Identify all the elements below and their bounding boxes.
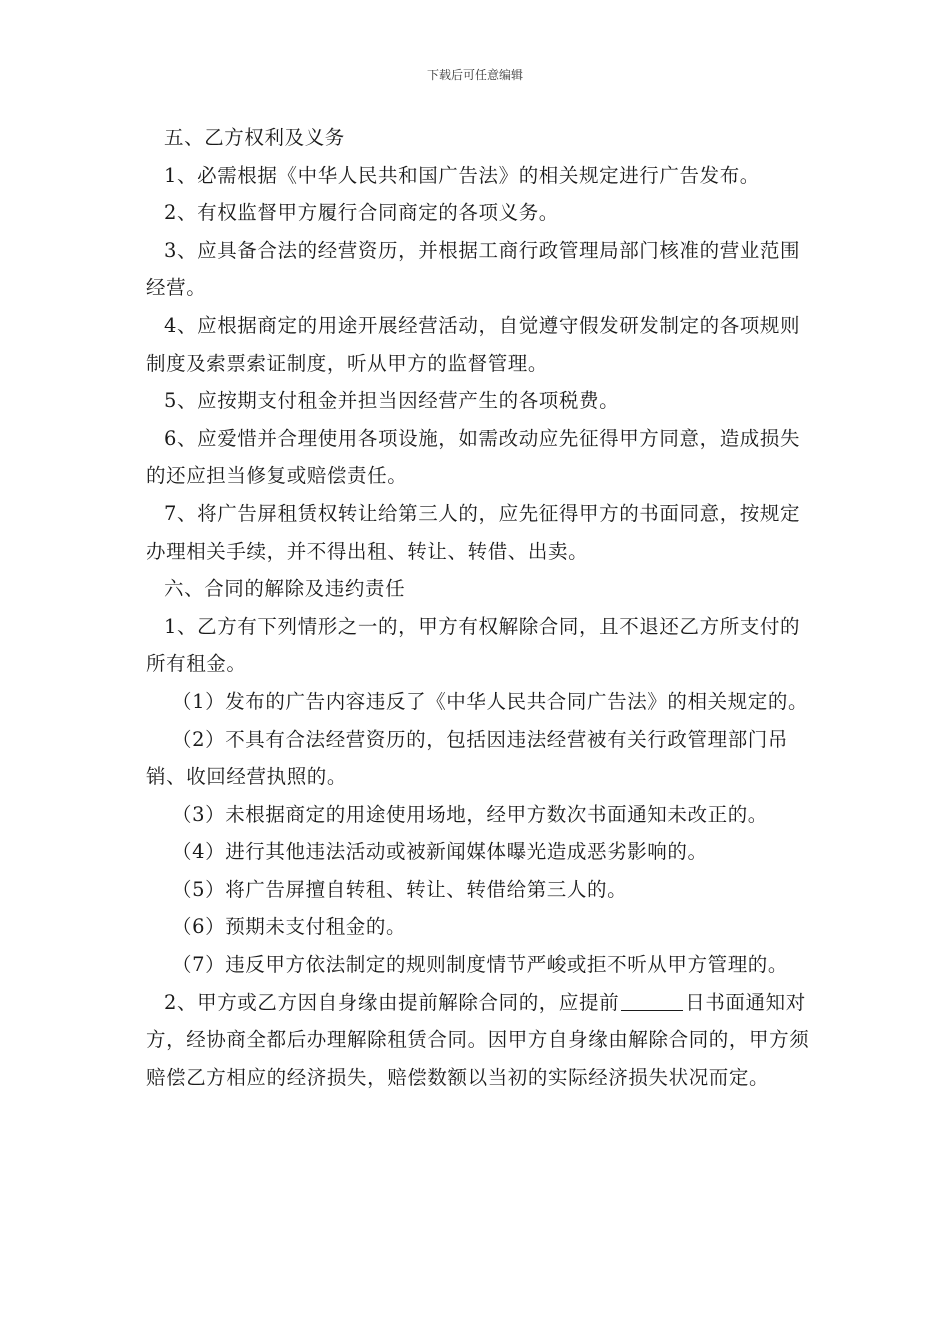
section-5-item-7: 7、将广告屏租赁权转让给第三人的，应先征得甲方的书面同意，按规定办理相关手续，并不得出租、转让、转借、出卖。 (146, 501, 801, 563)
section-6-subitem-1: （1）发布的广告内容违反了《中华人民共合同广告法》的相关规定的。 (172, 689, 809, 713)
section-6-title: 六、合同的解除及违约责任 (164, 577, 406, 601)
section-6-item-1: 1、乙方有下列情形之一的，甲方有权解除合同，且不退还乙方所支付的所有租金。 (146, 614, 801, 676)
document-body (146, 119, 814, 1096)
item-2-text-before: 2、甲方或乙方因自身缘由提前解除合同的，应提前 (164, 990, 620, 1014)
fill-in-blank (621, 992, 683, 1011)
section-6-item-2 (146, 984, 814, 1097)
section-6-subitem-2: （2）不具有合法经营资历的，包括因违法经营被有关行政管理部门吊销、收回经营执照的。 (146, 727, 789, 789)
section-5-item-6: 6、应爱惜并合理使用各项设施，如需改动应先征得甲方同意，造成损失的还应担当修复或赔偿责任。 (146, 426, 801, 488)
section-5-item-3: 3、应具备合法的经营资历，并根据工商行政管理局部门核准的营业范围经营。 (146, 238, 801, 300)
section-6-subitem-4: （4）进行其他违法活动或被新闻媒体曝光造成恶劣影响的。 (172, 840, 708, 864)
section-5-item-1: 1、必需根据《中华人民共和国广告法》的相关规定进行广告发布。 (164, 163, 760, 187)
section-5-item-5: 5、应按期支付租金并担当因经营产生的各项税费。 (164, 389, 620, 413)
section-6-subitem-6: （6）预期未支付租金的。 (172, 915, 407, 939)
section-5-item-4: 4、应根据商定的用途开展经营活动，自觉遵守假发研发制定的各项规则制度及索票索证制度，听从甲方的监督管理。 (146, 313, 801, 375)
section-6-subitem-3: （3）未根据商定的用途使用场地，经甲方数次书面通知未改正的。 (172, 802, 768, 826)
section-6-subitem-7: （7）违反甲方依法制定的规则制度情节严峻或拒不听从甲方管理的。 (172, 953, 789, 977)
item-2-text-after: 日书面通知对方，经协商全都后办理解除租赁合同。因甲方自身缘由解除合同的，甲方须赔偿乙方相应的经济损失，赔偿数额以当初的实际经济损失状况而定。 (146, 990, 810, 1089)
page-header: 下载后可任意编辑 (426, 68, 523, 82)
section-5-title: 五、乙方权利及义务 (164, 126, 345, 149)
section-5-item-2: 2、有权监督甲方履行合同商定的各项义务。 (164, 201, 559, 225)
section-6-subitem-5: （5）将广告屏擅自转租、转让、转借给第三人的。 (172, 877, 628, 901)
